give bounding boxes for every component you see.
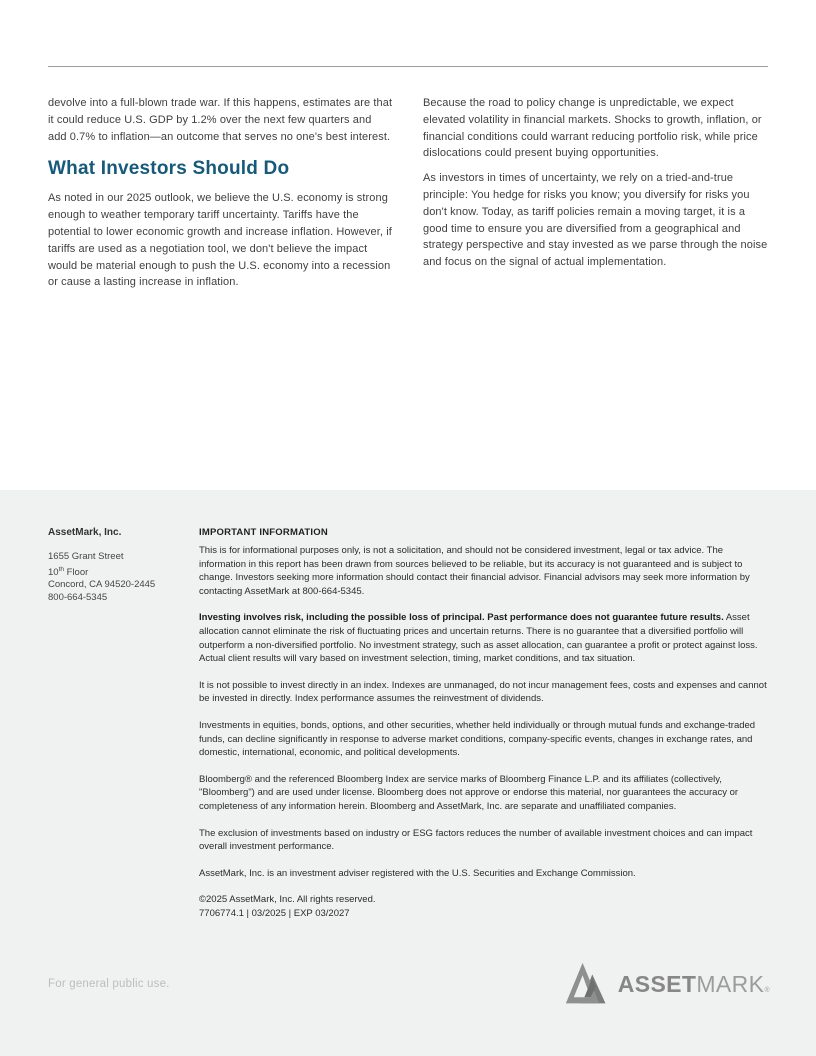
general-public-use-note: For general public use.	[48, 978, 170, 990]
document-id-line: 7706774.1 | 03/2025 | EXP 03/2027	[199, 907, 350, 919]
disclosure-paragraph: Bloomberg® and the referenced Bloomberg Index are service marks of Bloomberg Finance L.P. and its affiliates (collectively, "Bloomberg") and are used under license. Bloomberg does not approve or endorse this material, nor guarantees the accuracy or completeness of any information herein. Bloomberg and AssetMark, Inc. are separate and unaffiliated companies.	[199, 773, 739, 812]
section-heading-what-investors-should-do: What Investors Should Do	[48, 158, 290, 180]
company-info-block	[48, 527, 199, 920]
disclosure-paragraph: AssetMark, Inc. is an investment adviser registered with the U.S. Securities and Exchange Commission.	[199, 867, 636, 879]
body-paragraph: As noted in our 2025 outlook, we believe the U.S. economy is strong enough to weather temporary tariff uncertainty. Tariffs have the potential to lower economic growth and increase inflation. However, if tariffs are used as a negotiation tool, we don't believe the impact would be material enough to push the U.S. economy into a recession or cause a lasting increase in inflation.	[48, 192, 392, 289]
important-information-block	[199, 527, 768, 920]
copyright-line: ©2025 AssetMark, Inc. All rights reserved.	[199, 894, 376, 906]
address-street: 1655 Grant Street	[48, 551, 124, 562]
important-information-heading: IMPORTANT INFORMATION	[199, 527, 328, 538]
disclosure-paragraph: Investments in equities, bonds, options, and other securities, whether held individually or through mutual funds and exchange-traded funds, can decline significantly in response to adverse market conditions, company-specific events, changes in exchange rates, and domestic, international, economic, and political developments.	[199, 719, 756, 759]
address-floor: 10th Floor	[48, 565, 89, 578]
copyright-block	[199, 893, 768, 920]
company-address	[48, 551, 199, 604]
disclosure-paragraph: It is not possible to invest directly in an index. Indexes are unmanaged, do not incur management fees, costs and expenses and cannot be invested in directly. Index performance assumes the reinvestment of dividends.	[199, 679, 767, 705]
assetmark-triangle-icon	[565, 961, 609, 1007]
disclosure-paragraph: This is for informational purposes only, is not a solicitation, and should not be considered investment, legal or tax advice. The information in this report has been drawn from sources believed to be reliable, but its accuracy is not guaranteed and is subject to change. Investors seeking more information should contact their financial advisor. Financial advisors may seek more information by contacting AssetMark at 800-664-5345.	[199, 545, 750, 597]
body-paragraph: devolve into a full-blown trade war. If this happens, estimates are that it could reduce U.S. GDP by 1.2% over the next few quarters and add 0.7% to inflation—an outcome that serves no one's best interest.	[48, 97, 393, 143]
disclosure-footer	[0, 490, 816, 1056]
body-paragraph: As investors in times of uncertainty, we rely on a tried-and-true principle: You hedge for risks you know; you diversify for risks you don't know. Today, as tariff policies remain a moving target, it is a good time to ensure you are diversified from a geographical and strategy perspective and stay invested as we parse through the noise and focus on the signal of actual implementation.	[423, 172, 768, 269]
assetmark-wordmark: ASSETMARK®	[617, 970, 770, 997]
company-phone: 800-664-5345	[48, 591, 108, 603]
main-content	[48, 95, 768, 291]
header-divider-rule	[48, 66, 768, 67]
address-city-state-zip: Concord, CA 94520-2445	[48, 579, 156, 591]
right-column	[423, 95, 768, 291]
assetmark-logo	[565, 961, 770, 1007]
body-paragraph: Because the road to policy change is unpredictable, we expect elevated volatility in financial markets. Shocks to growth, inflation, or financial conditions could warrant reducing portfolio risk, while price dislocations could present buying opportunities.	[423, 97, 762, 160]
disclosure-paragraph: Investing involves risk, including the possible loss of principal. Past performance does not guarantee future results. Asset allocation cannot eliminate the risk of fluctuating prices and uncertain returns. There is no guarantee that a diversified portfolio will outperform a non-diversified portfolio. No investment strategy, such as asset allocation, can guarantee a profit or protect against loss. Actual client results will vary based on investment selection, timing, market conditions, and tax situation.	[199, 612, 758, 665]
disclosure-paragraph: The exclusion of investments based on industry or ESG factors reduces the number of available investment choices and can impact overall investment performance.	[199, 827, 753, 853]
left-column	[48, 95, 393, 291]
footer-content	[0, 490, 816, 920]
company-name: AssetMark, Inc.	[48, 527, 122, 538]
registered-trademark-symbol: ®	[764, 986, 770, 994]
